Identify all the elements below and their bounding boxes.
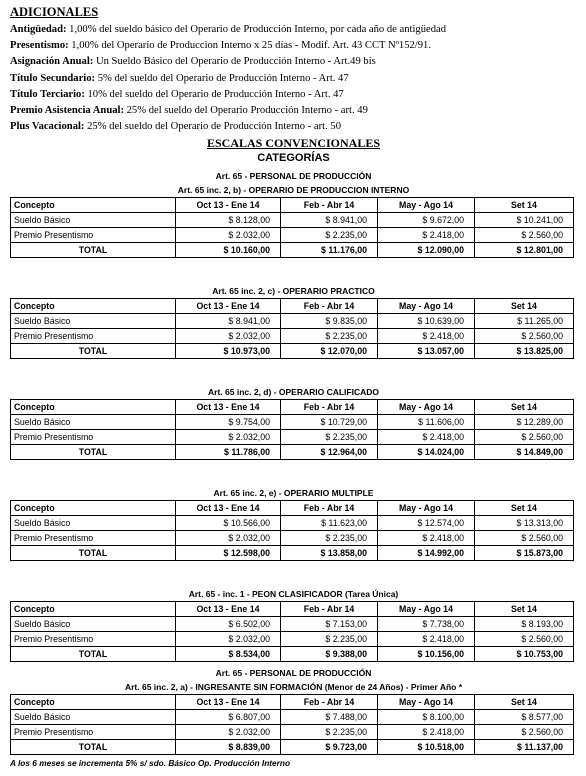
column-header: Set 14: [475, 695, 574, 710]
table-row: [11, 314, 574, 329]
total-amount-cell: $ 13.057,00: [378, 344, 475, 359]
column-header: Oct 13 - Ene 14: [176, 501, 281, 516]
amount-cell: $ 2.032,00: [176, 632, 281, 647]
table-row: [11, 213, 574, 228]
amount-cell: $ 2.032,00: [176, 430, 281, 445]
total-amount-cell: $ 11.786,00: [176, 445, 281, 460]
total-amount-cell: $ 14.992,00: [378, 546, 475, 561]
section-title: Art. 65 - inc. 1 - PEON CLASIFICADOR (Tarea Única): [188, 589, 399, 600]
adicional-label: Asignación Anual:: [10, 56, 94, 68]
amount-cell: $ 2.032,00: [176, 228, 281, 243]
column-header: Set 14: [475, 501, 574, 516]
total-row: [11, 740, 574, 755]
column-header: Feb - Abr 14: [281, 602, 378, 617]
column-header: Oct 13 - Ene 14: [176, 299, 281, 314]
column-header: May - Ago 14: [378, 695, 475, 710]
footnote: A los 6 meses se incrementa 5% s/ sdo. Básico Op. Producción Interno: [10, 758, 291, 769]
adicional-label: Premio Asistencia Anual:: [10, 105, 124, 117]
column-header: May - Ago 14: [378, 299, 475, 314]
amount-cell: $ 2.235,00: [281, 228, 378, 243]
adicional-text: 1,00% del Operario de Produccion Interno x 25 días - Modif. Art. 43 CCT Nº152/91.: [68, 40, 431, 52]
adicional-line: [10, 38, 577, 54]
total-amount-cell: $ 13.825,00: [475, 344, 574, 359]
section-group-title: Art. 65 - PERSONAL DE PRODUCCIÓN: [215, 668, 372, 679]
table-row: [11, 710, 574, 725]
total-amount-cell: $ 12.070,00: [281, 344, 378, 359]
total-amount-cell: $ 14.024,00: [378, 445, 475, 460]
category-sections: [10, 170, 577, 755]
table-header-row: [11, 695, 574, 710]
amount-cell: $ 2.560,00: [475, 632, 574, 647]
amount-cell: $ 8.100,00: [378, 710, 475, 725]
total-amount-cell: $ 12.598,00: [176, 546, 281, 561]
total-label: TOTAL: [11, 647, 176, 662]
total-amount-cell: $ 10.973,00: [176, 344, 281, 359]
amount-cell: $ 2.418,00: [378, 430, 475, 445]
adicional-label: Antigüedad:: [10, 24, 67, 35]
concepto-cell: Sueldo Básico: [11, 415, 176, 430]
amount-cell: $ 9.835,00: [281, 314, 378, 329]
total-amount-cell: $ 12.801,00: [475, 243, 574, 258]
total-amount-cell: $ 9.388,00: [281, 647, 378, 662]
adicional-text: 1,00% del sueldo básico del Operario de Producción Interno, por cada año de antigüedad: [66, 24, 446, 35]
adicional-text: 25% del sueldo del Operario de Producción Interno - art. 50: [84, 121, 341, 133]
amount-cell: $ 9.754,00: [176, 415, 281, 430]
total-amount-cell: $ 10.160,00: [176, 243, 281, 258]
amount-cell: $ 7.153,00: [281, 617, 378, 632]
concepto-cell: Sueldo Básico: [11, 516, 176, 531]
table-row: [11, 617, 574, 632]
concepto-cell: Premio Presentismo: [11, 430, 176, 445]
concepto-cell: Sueldo Básico: [11, 710, 176, 725]
column-header: May - Ago 14: [378, 400, 475, 415]
concepto-cell: Premio Presentismo: [11, 228, 176, 243]
total-row: [11, 647, 574, 662]
total-label: TOTAL: [11, 445, 176, 460]
section-spacer: [10, 258, 577, 283]
amount-cell: $ 2.560,00: [475, 725, 574, 740]
total-amount-cell: $ 11.176,00: [281, 243, 378, 258]
concepto-cell: Sueldo Básico: [11, 617, 176, 632]
total-amount-cell: $ 11.137,00: [475, 740, 574, 755]
column-header: May - Ago 14: [378, 501, 475, 516]
section-spacer: [10, 460, 577, 485]
concepto-cell: Premio Presentismo: [11, 531, 176, 546]
salary-table: [10, 601, 574, 662]
amount-cell: $ 2.418,00: [378, 725, 475, 740]
table-row: [11, 725, 574, 740]
adicionales-list: [10, 22, 577, 135]
adicionales-title: ADICIONALES: [10, 5, 99, 19]
total-label: TOTAL: [11, 546, 176, 561]
table-header-row: [11, 400, 574, 415]
column-header: Set 14: [475, 400, 574, 415]
adicional-label: Título Secundario:: [10, 72, 96, 84]
adicional-line: [10, 119, 577, 135]
section-title: Art. 65 inc. 2, e) - OPERARIO MULTIPLE: [213, 488, 374, 499]
concepto-cell: Premio Presentismo: [11, 632, 176, 647]
total-row: [11, 546, 574, 561]
amount-cell: $ 7.738,00: [378, 617, 475, 632]
column-header: Concepto: [11, 602, 176, 617]
column-header: Oct 13 - Ene 14: [176, 198, 281, 213]
adicional-label: Presentismo:: [10, 40, 69, 52]
amount-cell: $ 2.418,00: [378, 228, 475, 243]
amount-cell: $ 2.560,00: [475, 228, 574, 243]
amount-cell: $ 13.313,00: [475, 516, 574, 531]
amount-cell: $ 12.289,00: [475, 415, 574, 430]
amount-cell: $ 10.241,00: [475, 213, 574, 228]
amount-cell: $ 6.502,00: [176, 617, 281, 632]
adicional-line: [10, 87, 577, 103]
adicional-line: [10, 54, 577, 70]
amount-cell: $ 2.560,00: [475, 329, 574, 344]
column-header: Feb - Abr 14: [281, 400, 378, 415]
total-amount-cell: $ 14.849,00: [475, 445, 574, 460]
escalas-title: ESCALAS CONVENCIONALES: [206, 136, 381, 151]
amount-cell: $ 6.807,00: [176, 710, 281, 725]
amount-cell: $ 2.418,00: [378, 531, 475, 546]
column-header: Set 14: [475, 602, 574, 617]
amount-cell: $ 11.265,00: [475, 314, 574, 329]
amount-cell: $ 2.032,00: [176, 329, 281, 344]
amount-cell: $ 10.639,00: [378, 314, 475, 329]
table-row: [11, 415, 574, 430]
concepto-cell: Sueldo Básico: [11, 314, 176, 329]
total-amount-cell: $ 8.839,00: [176, 740, 281, 755]
salary-table: [10, 694, 574, 755]
amount-cell: $ 11.606,00: [378, 415, 475, 430]
column-header: Concepto: [11, 501, 176, 516]
salary-table: [10, 500, 574, 561]
total-row: [11, 344, 574, 359]
table-row: [11, 430, 574, 445]
total-amount-cell: $ 8.534,00: [176, 647, 281, 662]
table-header-row: [11, 501, 574, 516]
concepto-cell: Premio Presentismo: [11, 725, 176, 740]
column-header: Oct 13 - Ene 14: [176, 695, 281, 710]
column-header: Concepto: [11, 198, 176, 213]
total-amount-cell: $ 10.518,00: [378, 740, 475, 755]
amount-cell: $ 2.418,00: [378, 329, 475, 344]
amount-cell: $ 2.560,00: [475, 430, 574, 445]
amount-cell: $ 8.128,00: [176, 213, 281, 228]
amount-cell: $ 2.032,00: [176, 531, 281, 546]
total-amount-cell: $ 10.156,00: [378, 647, 475, 662]
column-header: Concepto: [11, 299, 176, 314]
adicional-text: 25% del sueldo del Operario Producción Interno - art. 49: [123, 105, 368, 117]
total-row: [11, 243, 574, 258]
total-amount-cell: $ 15.873,00: [475, 546, 574, 561]
adicional-label: Título Terciario:: [10, 88, 85, 100]
amount-cell: $ 12.574,00: [378, 516, 475, 531]
adicional-text: 5% del sueldo del Operario de Producción Interno - Art. 47: [95, 72, 349, 84]
amount-cell: $ 2.032,00: [176, 725, 281, 740]
total-amount-cell: $ 13.858,00: [281, 546, 378, 561]
section-spacer: [10, 359, 577, 384]
column-header: May - Ago 14: [378, 602, 475, 617]
amount-cell: $ 2.235,00: [281, 725, 378, 740]
salary-table: [10, 399, 574, 460]
salary-table: [10, 197, 574, 258]
column-header: Feb - Abr 14: [281, 198, 378, 213]
amount-cell: $ 8.941,00: [176, 314, 281, 329]
amount-cell: $ 8.577,00: [475, 710, 574, 725]
amount-cell: $ 2.235,00: [281, 329, 378, 344]
column-header: Oct 13 - Ene 14: [176, 602, 281, 617]
adicional-label: Plus Vacacional:: [10, 121, 85, 133]
table-row: [11, 632, 574, 647]
amount-cell: $ 11.623,00: [281, 516, 378, 531]
table-header-row: [11, 299, 574, 314]
section-title: Art. 65 inc. 2, b) - OPERARIO DE PRODUCCION INTERNO: [177, 185, 410, 196]
adicional-text: 10% del sueldo del Operario de Producción Interno - Art. 47: [84, 88, 344, 100]
table-row: [11, 531, 574, 546]
column-header: Concepto: [11, 695, 176, 710]
section-title: Art. 65 inc. 2, c) - OPERARIO PRACTICO: [212, 286, 375, 297]
column-header: Set 14: [475, 299, 574, 314]
total-label: TOTAL: [11, 740, 176, 755]
concepto-cell: Sueldo Básico: [11, 213, 176, 228]
column-header: Feb - Abr 14: [281, 695, 378, 710]
total-label: TOTAL: [11, 243, 176, 258]
table-row: [11, 329, 574, 344]
amount-cell: $ 2.235,00: [281, 531, 378, 546]
adicional-line: [10, 103, 577, 119]
column-header: Set 14: [475, 198, 574, 213]
column-header: Feb - Abr 14: [281, 501, 378, 516]
amount-cell: $ 2.560,00: [475, 531, 574, 546]
categorias-title: CATEGORÍAS: [257, 152, 330, 165]
section-title: Art. 65 inc. 2, d) - OPERARIO CALIFICADO: [208, 387, 379, 398]
amount-cell: $ 8.941,00: [281, 213, 378, 228]
amount-cell: $ 2.235,00: [281, 632, 378, 647]
amount-cell: $ 8.193,00: [475, 617, 574, 632]
concepto-cell: Premio Presentismo: [11, 329, 176, 344]
salary-table: [10, 298, 574, 359]
adicional-line: [10, 22, 577, 38]
total-label: TOTAL: [11, 344, 176, 359]
section-group-title: Art. 65 - PERSONAL DE PRODUCCIÓN: [215, 171, 372, 182]
adicional-line: [10, 71, 577, 87]
amount-cell: $ 7.488,00: [281, 710, 378, 725]
amount-cell: $ 10.729,00: [281, 415, 378, 430]
adicional-text: Un Sueldo Básico del Operario de Producción Interno - Art.49 bis: [93, 56, 376, 68]
column-header: May - Ago 14: [378, 198, 475, 213]
table-header-row: [11, 602, 574, 617]
amount-cell: $ 2.418,00: [378, 632, 475, 647]
total-amount-cell: $ 12.090,00: [378, 243, 475, 258]
column-header: Concepto: [11, 400, 176, 415]
table-row: [11, 516, 574, 531]
section-title: Art. 65 inc. 2, a) - INGRESANTE SIN FORMACIÓN (Menor de 24 Años) - Primer Año *: [124, 682, 463, 693]
column-header: Feb - Abr 14: [281, 299, 378, 314]
table-header-row: [11, 198, 574, 213]
section-spacer: [10, 561, 577, 586]
table-row: [11, 228, 574, 243]
total-amount-cell: $ 10.753,00: [475, 647, 574, 662]
total-amount-cell: $ 12.964,00: [281, 445, 378, 460]
amount-cell: $ 9.672,00: [378, 213, 475, 228]
total-row: [11, 445, 574, 460]
amount-cell: $ 10.566,00: [176, 516, 281, 531]
column-header: Oct 13 - Ene 14: [176, 400, 281, 415]
total-amount-cell: $ 9.723,00: [281, 740, 378, 755]
amount-cell: $ 2.235,00: [281, 430, 378, 445]
